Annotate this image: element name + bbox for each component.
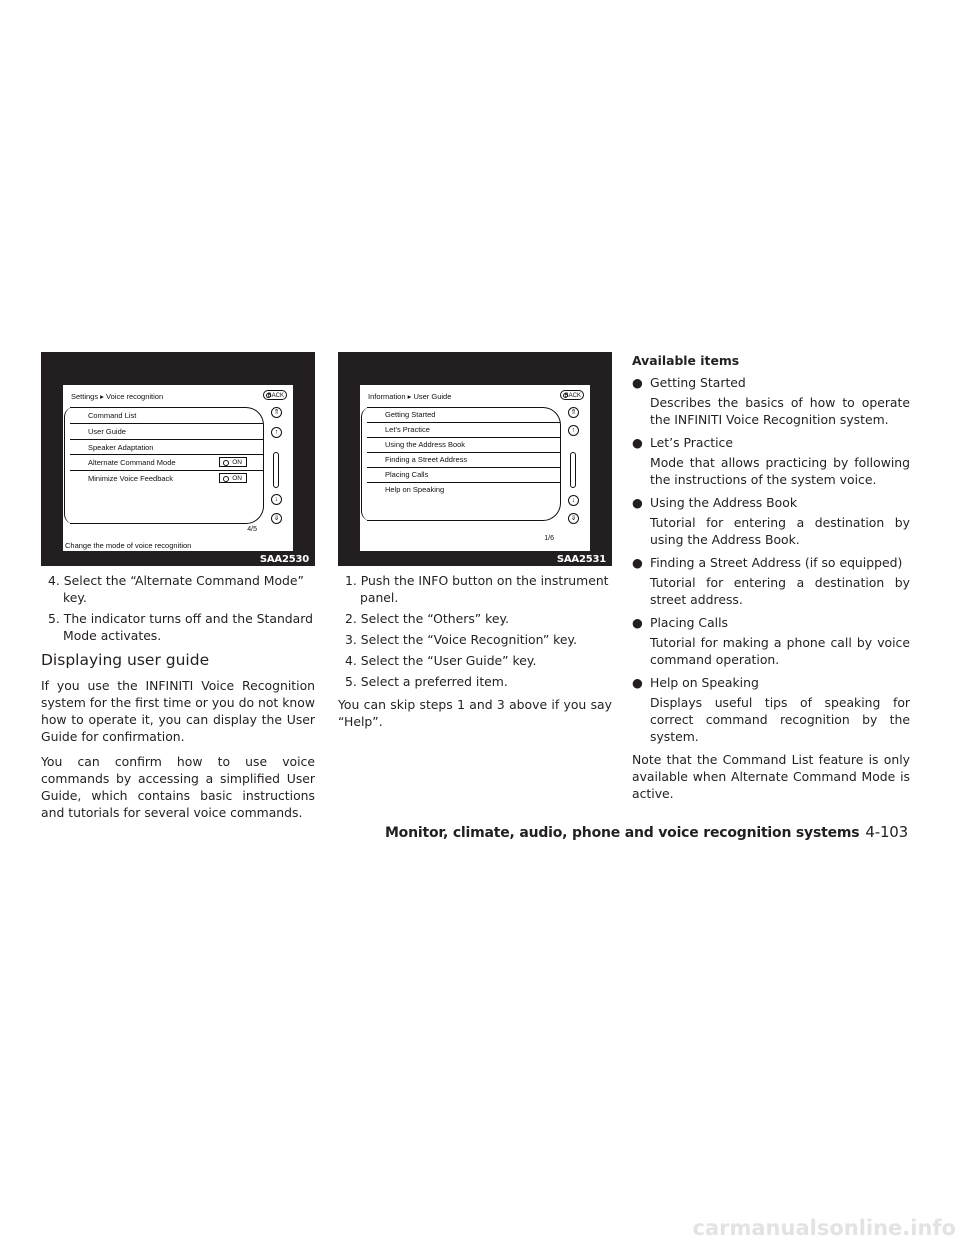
note-paragraph: Note that the Command List feature is only available when Alternate Command Mode is active. [632,752,910,801]
figure-id: SAA2530 [259,554,309,565]
scroll-up-icon: ↑ [568,425,579,436]
step: 1. Push the INFO button on the instrument panel. [345,573,609,605]
list-item: ● Placing Calls [632,615,729,630]
page-number: 4-103 [865,823,908,841]
back-button: BACK [263,390,287,400]
figure-voice-recognition-settings [41,352,315,566]
item-description: Tutorial for entering a destination by using the Address Book. [650,515,910,547]
page-down-icon: ⇓ [271,513,282,524]
list-item: ● Using the Address Book [632,495,798,510]
bullet-icon: ● [632,375,643,390]
scroll-up-icon: ↑ [271,427,282,438]
menu-item: Getting Started [367,408,560,423]
figure-user-guide-menu [338,352,612,566]
scrollbar [570,452,576,488]
available-items-heading: Available items [632,353,740,368]
column-2 [338,352,612,734]
column-3 [632,352,910,806]
menu-item: Placing Calls [367,468,560,483]
step: 2. Select the “Others” key. [345,611,510,626]
screen-display [63,385,293,551]
page-up-icon: ⇑ [568,407,579,418]
bullet-icon: ● [632,615,643,630]
bullet-icon: ● [632,495,643,510]
on-indicator: ON [219,457,247,467]
item-description: Tutorial for making a phone call by voice command operation. [650,635,910,667]
step: 5. Select a preferred item. [345,674,508,689]
scrollbar [273,452,279,488]
screen-display [360,385,590,551]
scroll-down-icon: ↓ [271,494,282,505]
page-indicator: 1/6 [544,535,554,542]
column-1-text [41,572,315,821]
user-guide-menu [367,407,561,521]
screen-title: Settings ▸ Voice recognition [71,392,164,401]
step: 4. Select the “User Guide” key. [345,653,537,668]
watermark: carmanualsonline.info [692,1216,956,1240]
scroll-controls [269,407,287,525]
page-up-icon: ⇑ [271,407,282,418]
menu-item: User Guide [70,424,263,440]
section-name: Monitor, climate, audio, phone and voice recognition systems [384,825,860,841]
menu-item: Help on Speaking [385,485,445,494]
settings-menu [70,407,264,524]
paragraph: You can confirm how to use voice commands by accessing a simplified User Guide, which contains basic instructions and tutorials for several voice commands. [41,754,315,820]
paragraph: If you use the INFINITI Voice Recognition system for the first time or you do not know how to operate it, you can display the User Guide for confirmation. [41,678,315,744]
screen-footer: Change the mode of voice recognition [65,541,192,550]
step: 4. Select the “Alternate Command Mode” key. [48,573,304,605]
list-item: ● Help on Speaking [632,675,759,690]
item-description: Tutorial for entering a destination by street address. [650,575,910,607]
back-button: BACK [560,390,584,400]
menu-item: Using the Address Book [367,438,560,453]
menu-item: Command List [70,408,263,424]
menu-item: Speaker Adaptation [70,440,263,456]
step: 3. Select the “Voice Recognition” key. [345,632,578,647]
bullet-icon: ● [632,435,643,450]
item-description: Displays useful tips of speaking for correct command recognition by the system. [650,695,910,744]
list-item: ● Finding a Street Address (if so equipped) [632,555,903,570]
column-2-text [338,572,612,730]
paragraph: You can skip steps 1 and 3 above if you say “Help”. [338,697,612,729]
screen-title: Information ▸ User Guide [368,392,452,401]
on-indicator: ON [219,473,247,483]
page-footer [385,823,908,841]
menu-item: Let’s Practice [367,423,560,438]
list-item: ● Let’s Practice [632,435,733,450]
bullet-icon: ● [632,675,643,690]
bullet-icon: ● [632,555,643,570]
list-item: ● Getting Started [632,375,746,390]
menu-item: Alternate Command Mode ON [70,455,263,471]
menu-item: Finding a Street Address [367,453,560,468]
step: 5. The indicator turns off and the Standard Mode activates. [48,611,314,643]
figure-id: SAA2531 [556,554,606,565]
scroll-down-icon: ↓ [568,495,579,506]
page-indicator: 4/5 [247,526,257,533]
page-down-icon: ⇓ [568,513,579,524]
menu-item: Minimize Voice Feedback ON [70,471,263,487]
item-description: Describes the basics of how to operate the INFINITI Voice Recognition system. [650,395,910,427]
section-heading: Displaying user guide [41,651,210,669]
column-1 [41,352,315,825]
item-description: Mode that allows practicing by following the instructions of the system voice. [650,455,910,487]
scroll-controls [566,407,584,525]
